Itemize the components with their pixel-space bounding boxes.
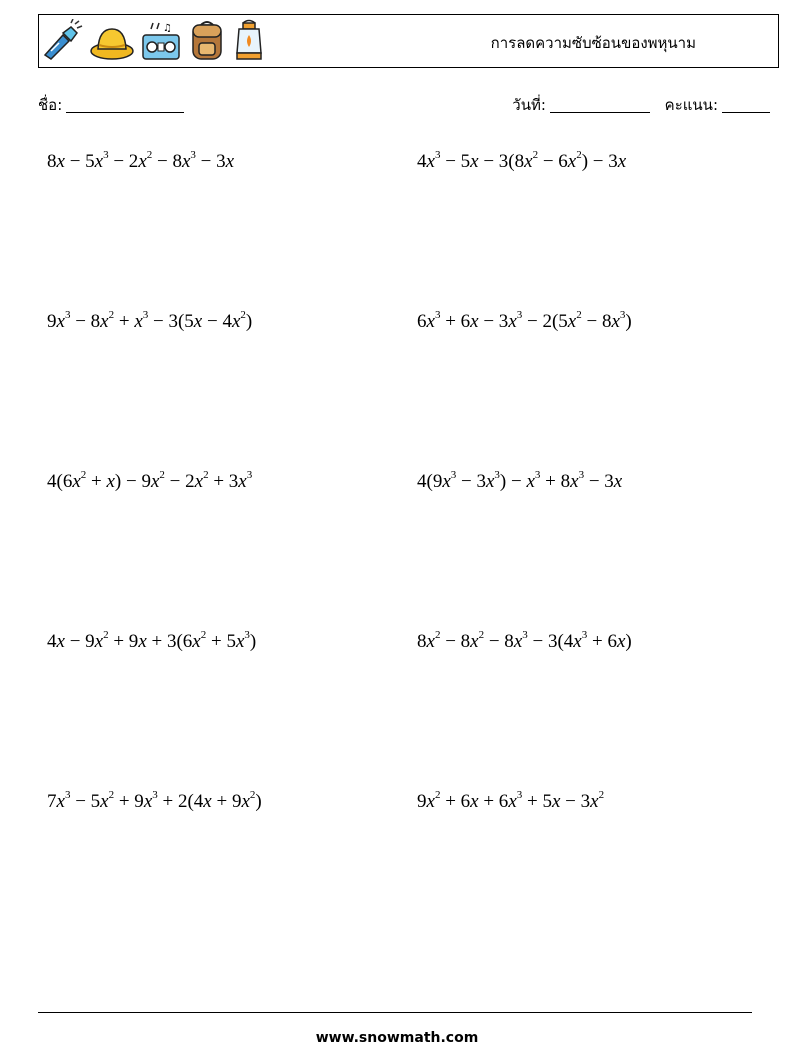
problem-2: $4x^3 - 5x - 3(8x^2 - 6x^2) - 3x$ <box>417 149 627 172</box>
problem-6: $4(9x^3 - 3x^3) - x^3 + 8x^3 - 3x$ <box>417 469 623 492</box>
footer-url[interactable]: www.snowmath.com <box>315 1030 479 1046</box>
backpack-icon <box>187 19 227 63</box>
header-box <box>38 14 779 68</box>
sun-hat-icon <box>89 19 135 63</box>
problem-8: $8x^2 - 8x^2 - 8x^3 - 3(4x^3 + 6x)$ <box>417 629 632 652</box>
date-score-field <box>512 93 770 117</box>
svg-text:♫: ♫ <box>163 23 172 34</box>
problem-5: $4(6x^2 + x) - 9x^2 - 2x^2 + 3x^3$ <box>47 469 253 492</box>
date-blank[interactable] <box>550 99 650 113</box>
name-label: ชื่อ: <box>38 96 63 114</box>
date-label: วันที่: <box>512 96 546 114</box>
name-field <box>38 93 184 117</box>
problem-3: $9x^3 - 8x^2 + x^3 - 3(5x - 4x^2)$ <box>47 309 253 332</box>
radio-icon <box>139 19 183 63</box>
problem-9: $7x^3 - 5x^2 + 9x^3 + 2(4x + 9x^2)$ <box>47 789 262 812</box>
score-label: คะแนน: <box>664 96 718 114</box>
problem-10: $9x^2 + 6x + 6x^3 + 5x - 3x^2$ <box>417 789 605 812</box>
icon-row <box>41 17 271 65</box>
problem-7: $4x - 9x^2 + 9x + 3(6x^2 + 5x^3)$ <box>47 629 257 652</box>
lantern-icon <box>231 19 267 63</box>
flashlight-icon <box>41 19 85 63</box>
name-blank[interactable] <box>66 99 184 113</box>
worksheet-title: การลดความซับซ้อนของพหุนาม <box>490 34 696 52</box>
problem-1: $8x - 5x^3 - 2x^2 - 8x^3 - 3x$ <box>47 149 235 172</box>
score-blank[interactable] <box>722 99 770 113</box>
problem-4: $6x^3 + 6x - 3x^3 - 2(5x^2 - 8x^3)$ <box>417 309 632 332</box>
footer-divider <box>38 1012 752 1013</box>
